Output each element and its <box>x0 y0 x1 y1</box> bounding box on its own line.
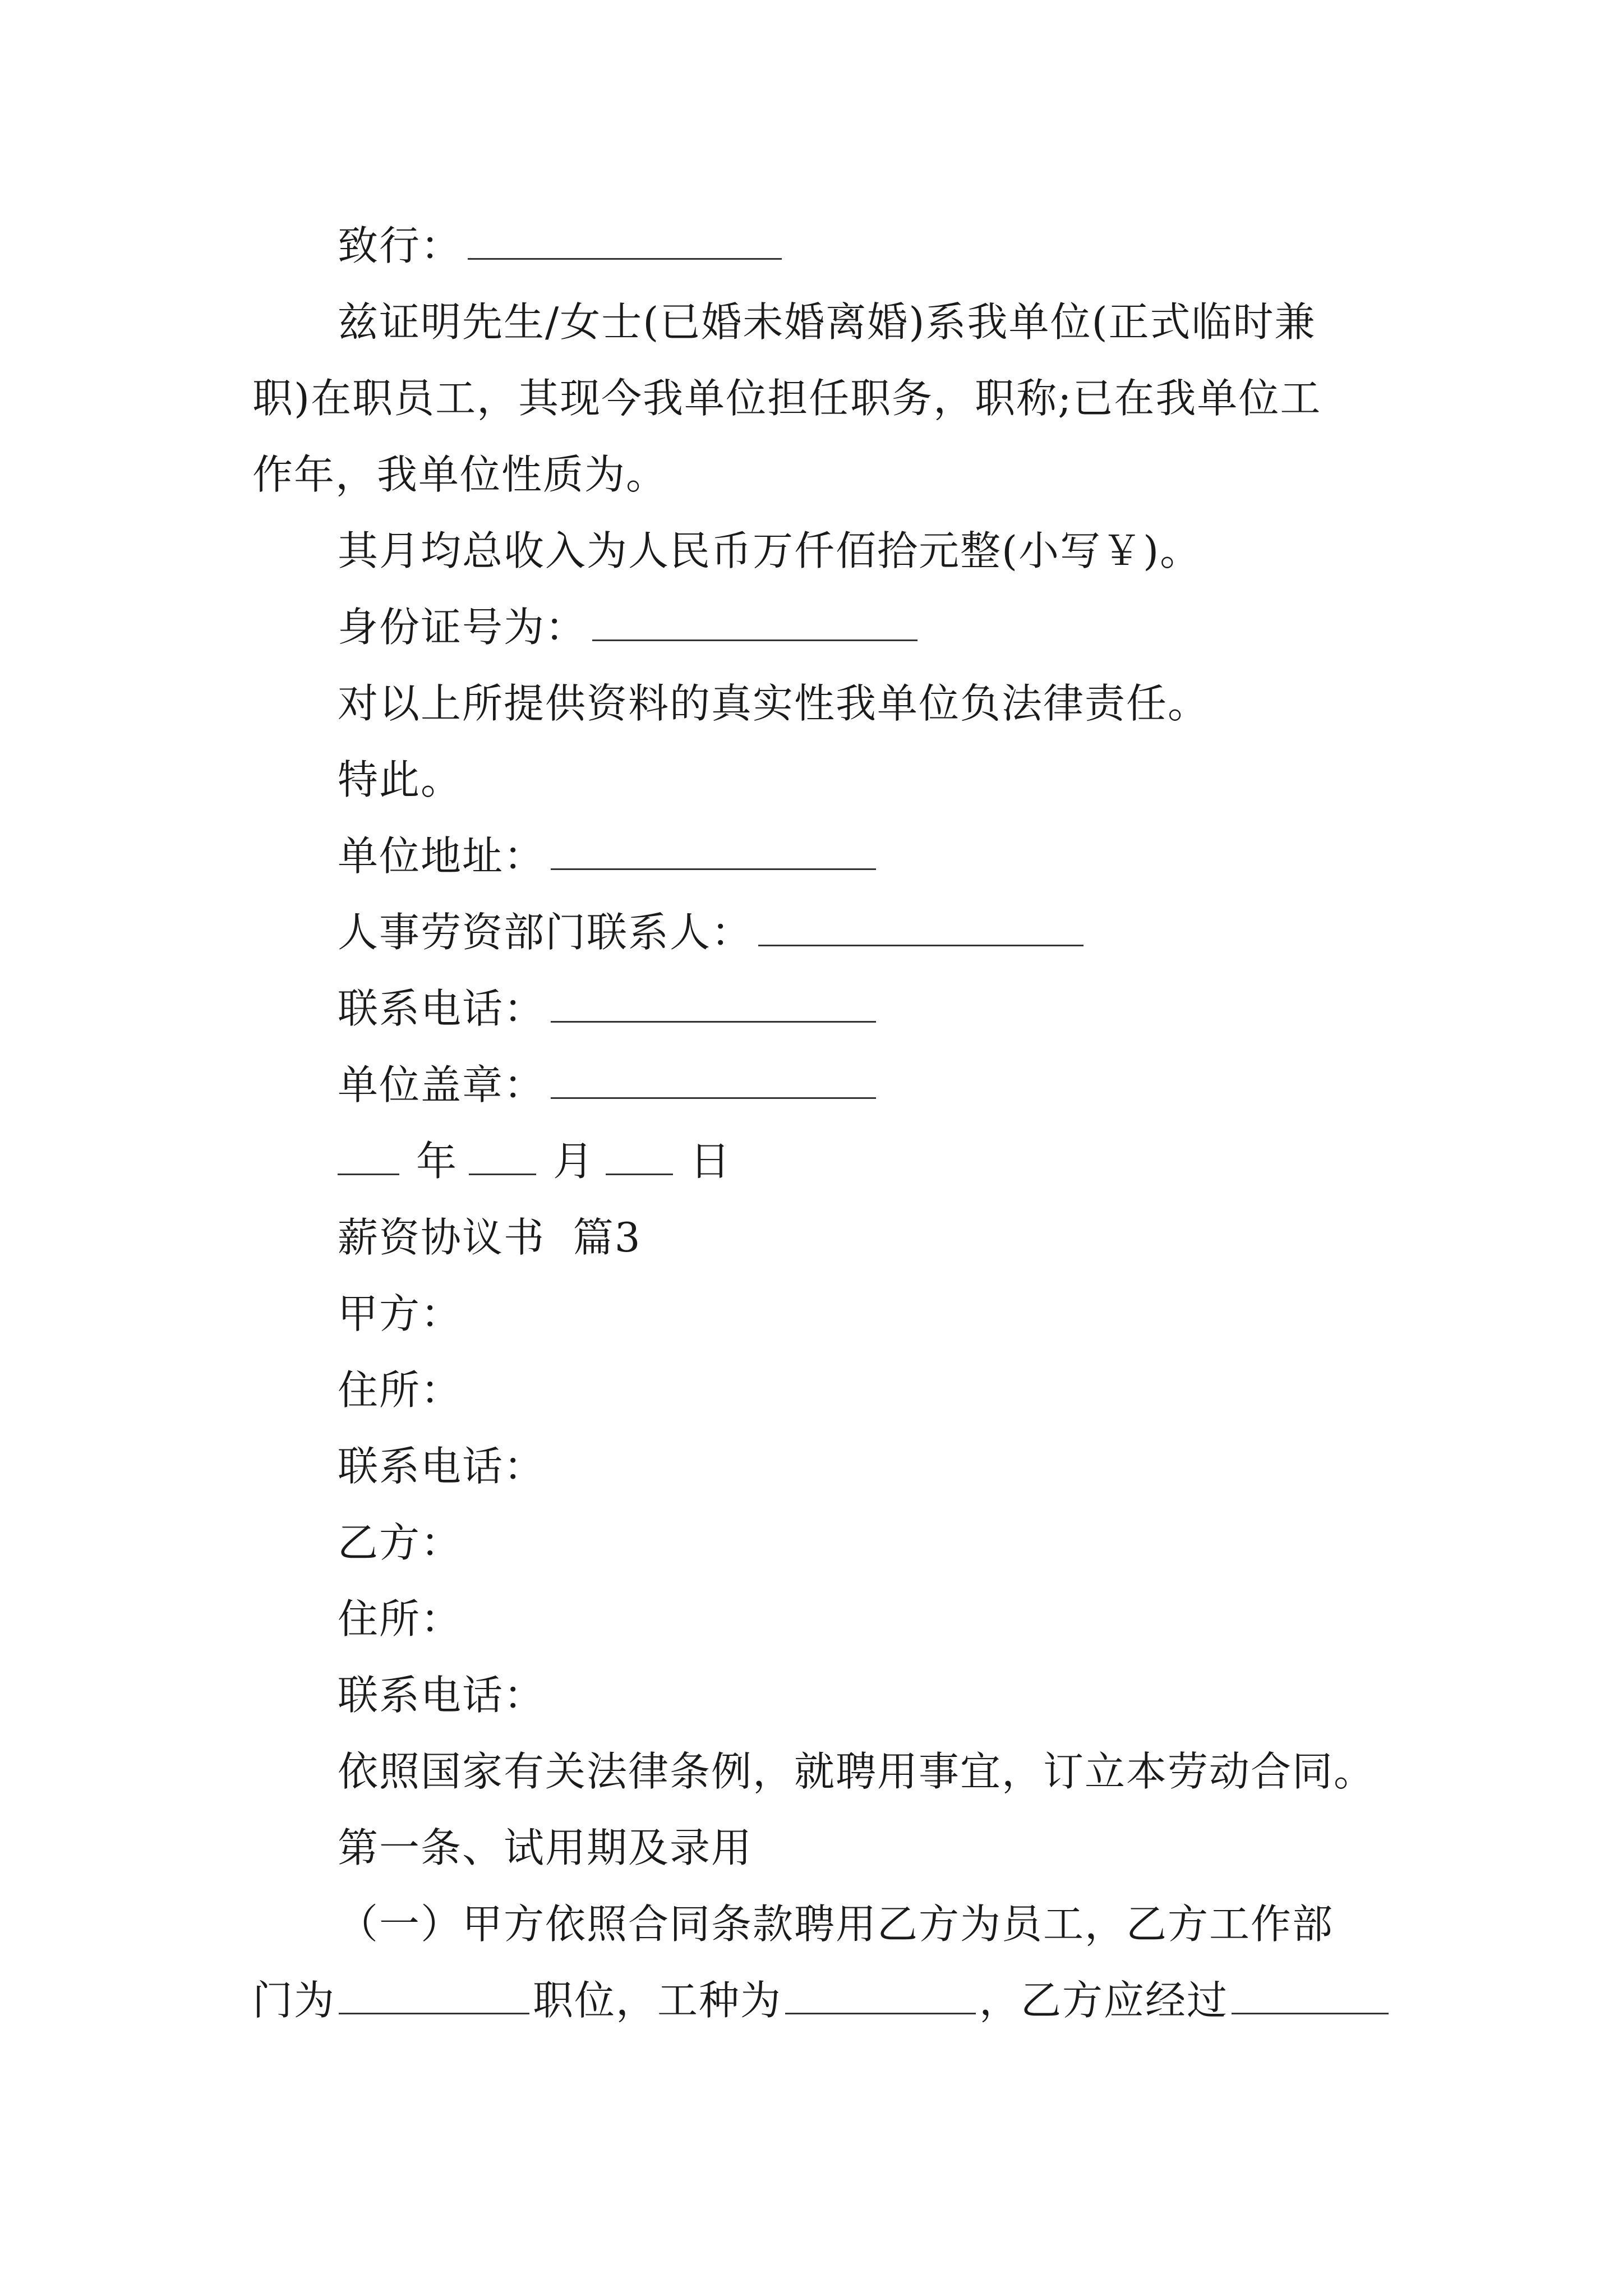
article-1-heading: 第一条、试用期及录用 <box>338 1824 753 1871</box>
recipient-label: 致行： <box>338 222 463 269</box>
residence-b-line: 住所： <box>338 1595 463 1642</box>
party-b-line: 乙方： <box>338 1519 463 1566</box>
certificate-paragraph-line-2: 职)在职员工，其现今我单位担任职务，职称;已在我单位工 <box>252 375 1322 422</box>
address-blank <box>551 829 876 870</box>
department-label: 门为 <box>252 1977 336 2024</box>
clause-1-line-1: （一）甲方依照合同条款聘用乙方为员工，乙方工作部 <box>338 1901 1334 1948</box>
phone-b-line: 联系电话： <box>338 1672 546 1719</box>
basis-line: 依照国家有关法律条例，就聘用事宜，订立本劳动合同。 <box>338 1748 1376 1795</box>
id-number-line <box>338 600 917 654</box>
phone-label: 联系电话： <box>338 985 546 1032</box>
income-line: 其月均总收入为人民币万仟佰拾元整(小写￥)。 <box>338 527 1202 574</box>
probation-blank <box>1232 1973 1389 2014</box>
id-number-blank <box>592 600 917 641</box>
residence-a-line: 住所： <box>338 1366 463 1414</box>
id-number-label: 身份证号为： <box>338 604 587 651</box>
phone-a-line: 联系电话： <box>338 1443 546 1490</box>
year-blank <box>338 1134 399 1175</box>
year-label: 年 <box>416 1138 458 1185</box>
month-label: 月 <box>553 1138 595 1185</box>
recipient-blank <box>468 219 782 260</box>
day-label: 日 <box>690 1138 732 1185</box>
phone-blank <box>551 982 876 1023</box>
party-a-line: 甲方： <box>338 1290 463 1337</box>
special-line: 特此。 <box>338 756 463 803</box>
date-line <box>338 1134 731 1188</box>
recipient-line <box>338 219 782 273</box>
month-blank <box>469 1134 536 1175</box>
department-blank <box>339 1973 529 2014</box>
hr-contact-label: 人事劳资部门联系人： <box>338 909 753 956</box>
seal-blank <box>551 1058 876 1099</box>
hr-contact-blank <box>758 905 1083 946</box>
address-line <box>338 829 876 883</box>
job-type-label: 职位，工种为 <box>533 1977 782 2024</box>
phone-line <box>338 982 876 1036</box>
address-label: 单位地址： <box>338 832 546 880</box>
hr-contact-line <box>338 905 1083 959</box>
probation-label: ，乙方应经过 <box>979 1977 1229 2024</box>
day-blank <box>606 1134 673 1175</box>
seal-label: 单位盖章： <box>338 1061 546 1108</box>
clause-1-line-2 <box>252 1973 1389 2027</box>
section-title: 薪资协议书 篇3 <box>338 1214 642 1261</box>
certificate-paragraph-line-1: 兹证明先生/女士(已婚未婚离婚)系我单位(正式临时兼 <box>338 298 1316 346</box>
seal-line <box>338 1058 876 1112</box>
job-type-blank <box>785 1973 976 2014</box>
responsibility-line: 对以上所提供资料的真实性我单位负法律责任。 <box>338 680 1210 727</box>
certificate-paragraph-line-3: 作年，我单位性质为。 <box>252 451 668 498</box>
